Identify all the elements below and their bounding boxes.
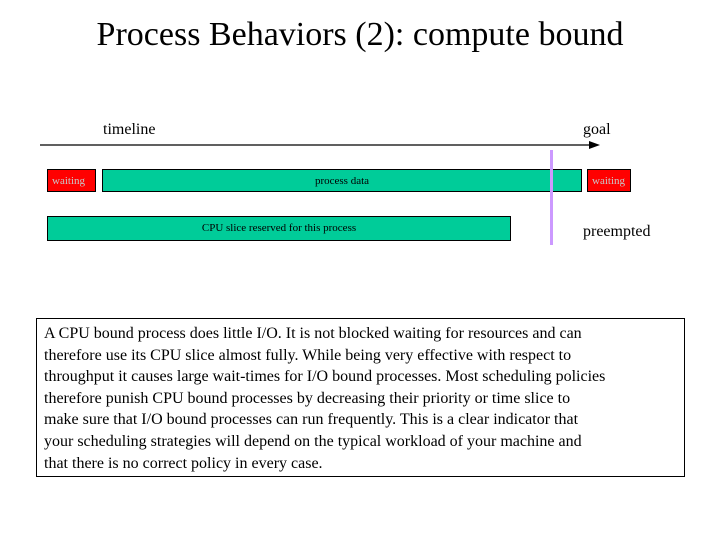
description-line: therefore use its CPU slice almost fully. While being very effective with respect to <box>44 346 572 364</box>
preemption-marker <box>550 150 553 245</box>
waiting-bar-right: waiting <box>587 169 631 192</box>
description-text-box <box>36 318 685 477</box>
description-line: A CPU bound process does little I/O. It is not blocked waiting for resources and can <box>44 325 582 342</box>
description-line: your scheduling strategies will depend on the typical workload of your machine and <box>44 432 582 450</box>
timeline-arrow-head <box>589 141 600 149</box>
slide-title: Process Behaviors (2): compute bound <box>96 16 624 53</box>
timeline-arrow <box>40 138 600 152</box>
description-line: make sure that I/O bound processes can run frequently. This is a clear indicator that <box>44 411 579 429</box>
description-line: throughput it causes large wait-times for I/O bound processes. Most scheduling policies <box>44 368 606 386</box>
description-line: that there is no correct policy in every case. <box>44 454 323 472</box>
process-data-bar: process data <box>102 169 582 192</box>
preempted-label: preempted <box>583 223 651 240</box>
timeline-label: timeline <box>103 121 156 138</box>
cpu-slice-bar: CPU slice reserved for this process <box>47 216 511 241</box>
waiting-bar-left: waiting <box>47 169 96 192</box>
description-line: therefore punish CPU bound processes by decreasing their priority or time slice to <box>44 389 571 407</box>
goal-label: goal <box>583 121 611 138</box>
